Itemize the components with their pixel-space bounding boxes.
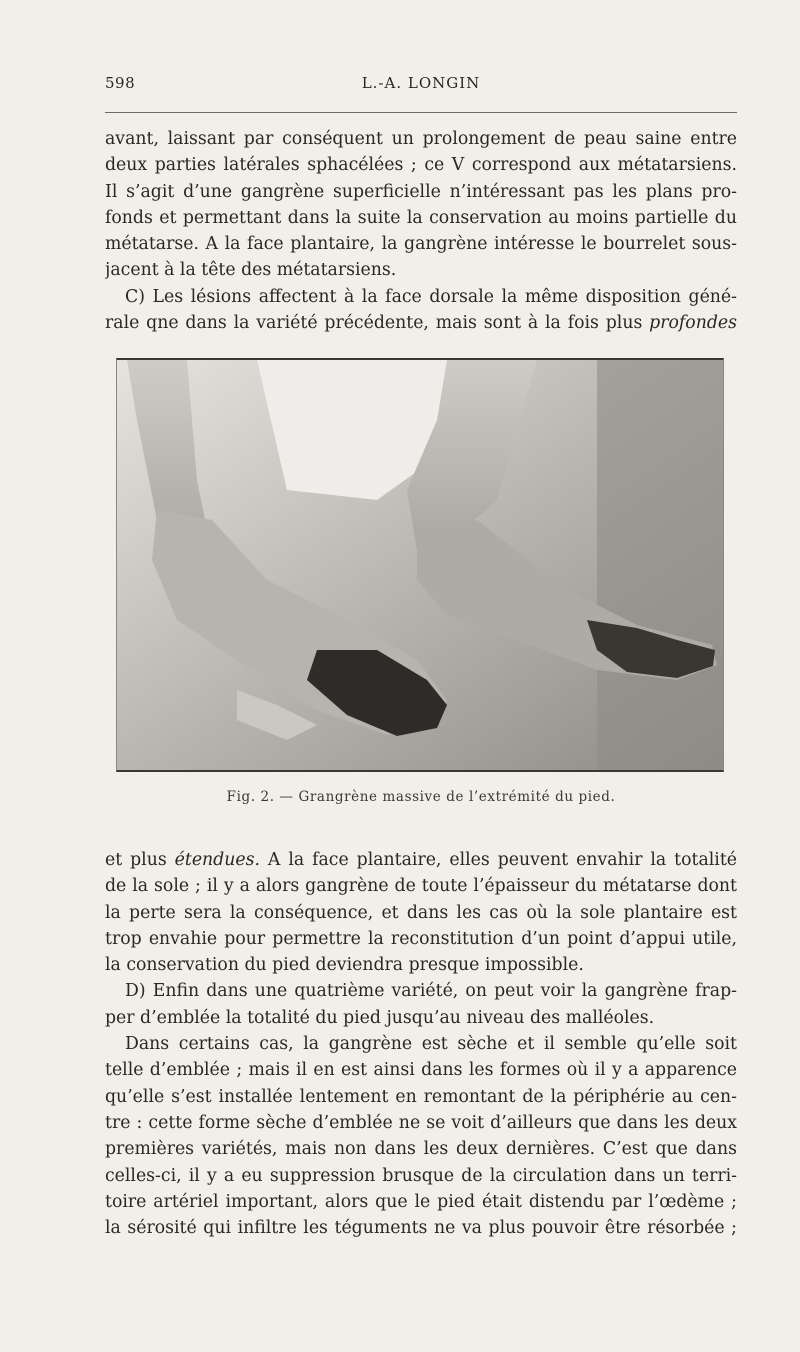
body-text-bottom [105,847,737,1241]
text-line: fonds et permettant dans la suite la conservation au moins partielle du [105,207,737,228]
text-line: toire artériel important, alors que le pied était distendu par l’œdème ; [105,1191,737,1212]
text-line: celles-ci, il y a eu suppression brusque de la circulation dans un terri- [105,1165,737,1186]
text-line: deux parties latérales sphacélées ; ce V correspond aux métatarsiens. [105,155,737,176]
text-line-with-italic [105,847,737,873]
text-line: de la sole ; il y a alors gangrène de toute l’épaisseur du métatarse dont [105,876,737,897]
text-line: trop envahie pour permettre la reconstitution d’un point d’appui utile, [105,928,737,949]
text-line-with-italic [105,310,737,336]
figure-caption: Fig. 2. — Grangrène massive de l’extrémité du pied. [226,789,616,805]
italic-word: profondes [649,313,737,334]
running-head-author: L.-A. LONGIN [361,74,481,92]
header-rule [105,112,737,113]
text-line: la conservation du pied deviendra presque impossible. [105,955,584,976]
text-line: premières variétés, mais non dans les deux dernières. C’est que dans [105,1139,737,1160]
text-line: per d’emblée la totalité du pied jusqu’au niveau des malléoles. [105,1007,655,1028]
page-number: 598 [105,74,136,92]
text-segment: rale qne dans la variété précédente, mais sont à la fois plus [105,313,643,334]
text-segment: A la face plantaire, elles peuvent envahir la totalité [259,850,737,870]
text-line: Dans certains cas, la gangrène est sèche et il semble qu’elle soit [125,1034,737,1055]
figure-photograph [116,358,724,772]
italic-word: étendues. [174,850,260,870]
text-line: jacent à la tête des métatarsiens. [105,260,397,281]
text-line: la perte sera la conséquence, et dans les cas où la sole plantaire est [105,902,737,923]
text-line: C) Les lésions affectent à la face dorsale la même disposition géné- [125,286,737,307]
text-segment: et plus [105,850,167,870]
text-line: tre : cette forme sèche d’emblée ne se voit d’ailleurs que dans les deux [105,1112,737,1133]
text-line: la sérosité qui infiltre les téguments ne va plus pouvoir être résorbée ; [105,1218,737,1239]
text-line: métatarse. A la face plantaire, la gangrène intéresse le bourrelet sous- [105,234,737,255]
text-line: Il s’agit d’une gangrène superficielle n’intéressant pas les plans pro- [105,181,737,202]
text-line: qu’elle s’est installée lentement en remontant de la périphérie au cen- [105,1086,737,1107]
text-line: D) Enfin dans une quatrième variété, on peut voir la gangrène frap- [125,981,737,1002]
running-head [105,74,737,96]
feet-photo-illustration [117,360,723,770]
body-text-top [105,126,737,336]
text-line: telle d’emblée ; mais il en est ainsi dans les formes où il y a apparence [105,1060,737,1081]
text-line: avant, laissant par conséquent un prolongement de peau saine entre [105,129,737,149]
